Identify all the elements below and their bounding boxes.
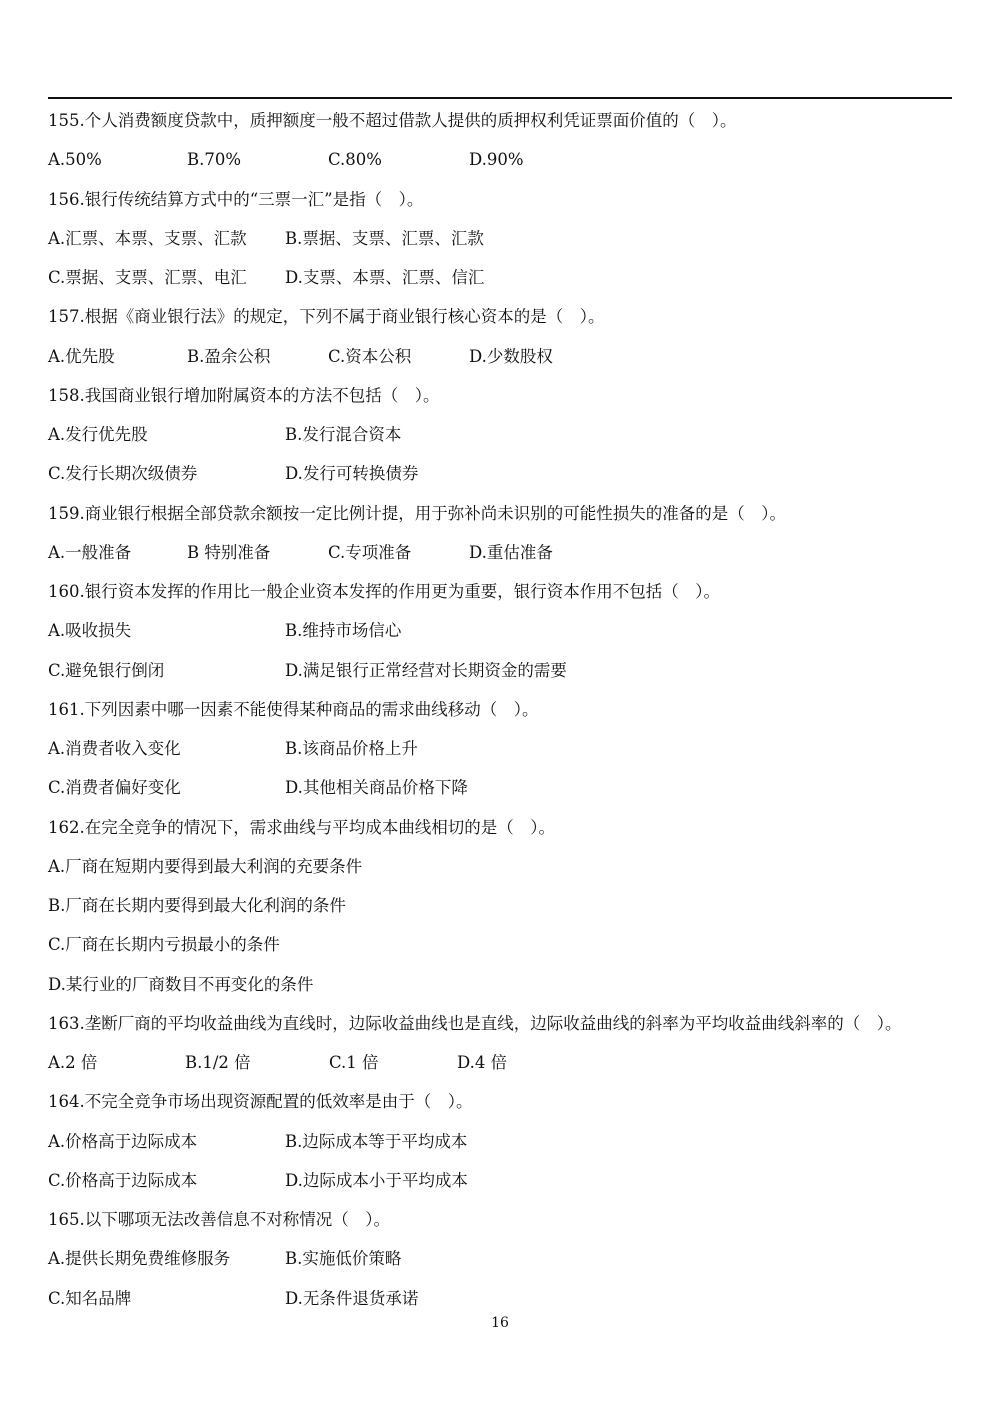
question-stem: 160.银行资本发挥的作用比一般企业资本发挥的作用更为重要，银行资本作用不包括（ ）。 — [48, 582, 720, 601]
option-row — [48, 345, 958, 384]
option-row — [48, 1169, 958, 1208]
question-stem: 163.垄断厂商的平均收益曲线为直线时，边际收益曲线也是直线，边际收益曲线的斜率为平均收益曲线斜率的（ ）。 — [48, 1013, 902, 1033]
option-c: C.专项准备 — [328, 542, 412, 562]
option-a: A.厂商在短期内要得到最大利润的充要条件 — [48, 856, 363, 876]
question-stem: 162.在完全竞争的情况下，需求曲线与平均成本曲线相切的是（ ）。 — [48, 817, 555, 837]
option-row — [48, 973, 958, 1012]
question-stem: 165.以下哪项无法改善信息不对称情况（ ）。 — [48, 1210, 390, 1229]
option-a: C.价格高于边际成本 — [48, 1170, 198, 1190]
option-b: B.实施低价策略 — [285, 1249, 402, 1269]
option-d: D.重估准备 — [469, 542, 553, 562]
option-b: B.票据、支票、汇票、汇款 — [285, 228, 484, 248]
question-stem: 164.不完全竞争市场出现资源配置的低效率是由于（ ）。 — [48, 1092, 473, 1112]
option-row — [48, 894, 958, 933]
option-b: D.无条件退货承诺 — [285, 1288, 419, 1308]
option-a: C.知名品牌 — [48, 1288, 132, 1308]
header-rule — [48, 97, 952, 99]
question-stem: 158.我国商业银行增加附属资本的方法不包括（ ）。 — [48, 385, 440, 405]
question-stem: 155.个人消费额度贷款中，质押额度一般不超过借款人提供的质押权利凭证票面价值的（ ）。 — [48, 111, 737, 130]
question-stem: 159.商业银行根据全部贷款余额按一定比例计提，用于弥补尚未识别的可能性损失的准备的是（ ）。 — [48, 503, 786, 523]
option-b: B.该商品价格上升 — [285, 739, 418, 758]
option-b: D.边际成本小于平均成本 — [285, 1170, 468, 1190]
option-a: A.提供长期免费维修服务 — [48, 1249, 231, 1269]
option-a: C.避免银行倒闭 — [48, 660, 165, 680]
option-row — [48, 227, 958, 266]
option-row — [48, 1247, 958, 1286]
option-row — [48, 619, 958, 658]
option-c: C.80% — [328, 150, 382, 170]
question-list — [48, 109, 958, 1326]
option-row — [48, 1051, 958, 1090]
question-item — [48, 1012, 958, 1091]
option-row — [48, 855, 958, 894]
option-b: D.发行可转换债券 — [285, 464, 419, 484]
question-item — [48, 305, 958, 384]
option-b: B.1/2 倍 — [185, 1053, 251, 1072]
question-item — [48, 698, 958, 816]
option-row — [48, 266, 958, 305]
question-stem: 161.下列因素中哪一因素不能使得某种商品的需求曲线移动（ ）。 — [48, 699, 539, 719]
option-a: D.某行业的厂商数目不再变化的条件 — [48, 974, 314, 994]
option-a: A.汇票、本票、支票、汇款 — [48, 228, 247, 248]
option-b: B.维持市场信心 — [285, 621, 402, 641]
option-a: C.发行长期次级债券 — [48, 464, 198, 484]
option-c: C.资本公积 — [328, 346, 412, 366]
question-item — [48, 502, 958, 581]
option-b: B.70% — [187, 150, 242, 170]
option-a: C.票据、支票、汇票、电汇 — [48, 268, 247, 287]
option-d: D.90% — [469, 150, 524, 170]
option-row — [48, 148, 958, 187]
option-row — [48, 423, 958, 462]
option-d: D.4 倍 — [457, 1053, 508, 1072]
option-b: B 特别准备 — [187, 542, 271, 562]
option-row — [48, 1130, 958, 1169]
option-row — [48, 462, 958, 501]
question-item — [48, 580, 958, 698]
question-item — [48, 1208, 958, 1326]
option-a: A.优先股 — [48, 346, 115, 366]
option-a: A.价格高于边际成本 — [48, 1131, 198, 1151]
option-row — [48, 776, 958, 815]
option-a: A.2 倍 — [48, 1053, 98, 1072]
option-a: C.厂商在长期内亏损最小的条件 — [48, 935, 280, 955]
question-item — [48, 384, 958, 502]
option-a: A.一般准备 — [48, 542, 132, 562]
option-b: B.盈余公积 — [187, 346, 271, 366]
option-a: A.发行优先股 — [48, 425, 148, 444]
option-b: B.发行混合资本 — [285, 425, 402, 444]
question-stem: 157.根据《商业银行法》的规定，下列不属于商业银行核心资本的是（ ）。 — [48, 307, 605, 327]
option-d: D.少数股权 — [469, 346, 553, 366]
question-item — [48, 816, 958, 1012]
option-b: B.边际成本等于平均成本 — [285, 1131, 468, 1151]
option-a: A.吸收损失 — [48, 621, 132, 641]
option-row — [48, 737, 958, 776]
option-row — [48, 659, 958, 698]
page-number: 16 — [491, 1315, 509, 1331]
option-b: D.满足银行正常经营对长期资金的需要 — [285, 660, 567, 680]
option-a: C.消费者偏好变化 — [48, 778, 181, 798]
option-b: D.支票、本票、汇票、信汇 — [285, 268, 485, 287]
question-item — [48, 109, 958, 188]
option-a: A.50% — [48, 150, 102, 170]
option-a: B.厂商在长期内要得到最大化利润的条件 — [48, 896, 346, 915]
option-c: C.1 倍 — [329, 1053, 379, 1072]
option-row — [48, 541, 958, 580]
option-row — [48, 933, 958, 972]
question-item — [48, 188, 958, 306]
question-item — [48, 1090, 958, 1208]
question-stem: 156.银行传统结算方式中的“三票一汇”是指（ ）。 — [48, 189, 424, 209]
option-b: D.其他相关商品价格下降 — [285, 778, 468, 798]
option-a: A.消费者收入变化 — [48, 739, 181, 758]
